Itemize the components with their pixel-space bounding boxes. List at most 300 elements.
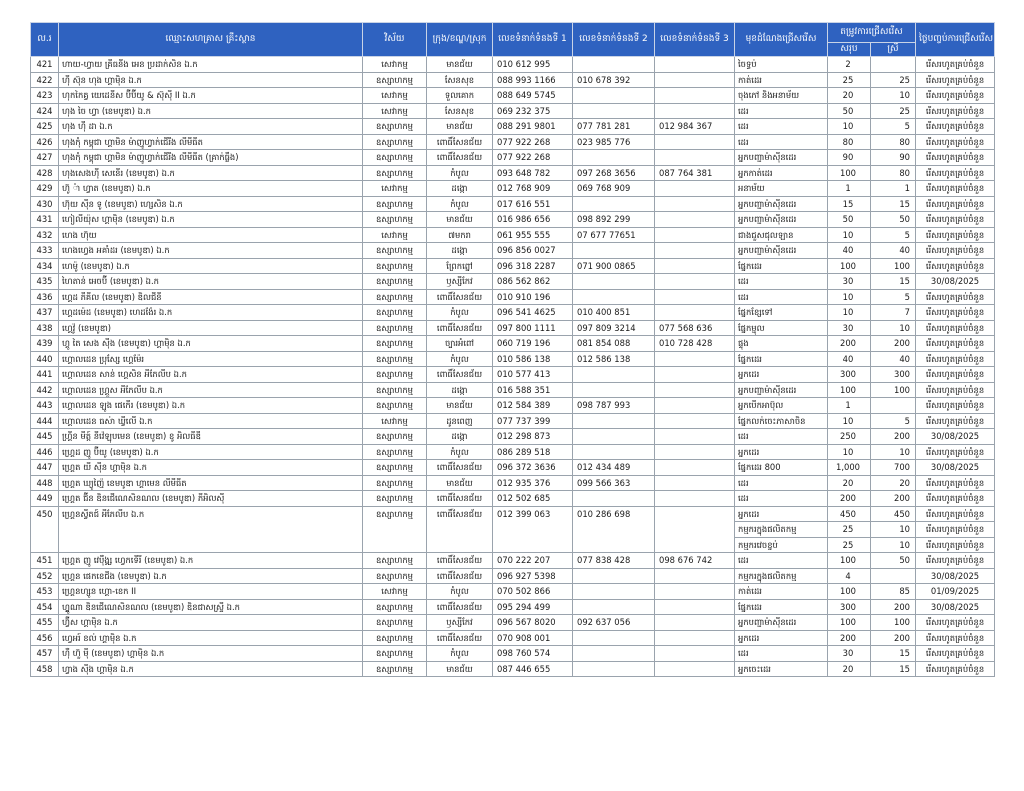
- cell-deadline: រើសរហូតគ្រប់ចំនួន: [916, 491, 995, 507]
- cell-company-name: ហ្គ្រេនហ្សូន ហ្គោ-ខេក II: [59, 584, 363, 600]
- cell-phone-3: [655, 72, 735, 88]
- cell-phone-1: 088 291 9801: [493, 119, 573, 135]
- cell-female-needed: 10: [871, 537, 916, 553]
- cell-position: ចុងភៅ និងអនាម័យ: [735, 88, 828, 104]
- cell-deadline: រើសរហូតគ្រប់ចំនួន: [916, 646, 995, 662]
- cell-phone-1: 012 399 063: [493, 506, 573, 553]
- cell-phone-3: [655, 506, 735, 553]
- table-row[interactable]: [31, 227, 995, 243]
- cell-district: សែនសុខ: [427, 103, 493, 119]
- cell-female-needed: 15: [871, 661, 916, 677]
- cell-district: មានជ័យ: [427, 475, 493, 491]
- cell-district: ពោធិ៍សែនជ័យ: [427, 553, 493, 569]
- cell-phone-3: [655, 243, 735, 259]
- cell-phone-2: 07 677 77651: [573, 227, 655, 243]
- cell-sector: ឧស្សាហកម្ម: [363, 150, 427, 166]
- cell-sector: ឧស្សាហកម្ម: [363, 258, 427, 274]
- table-row[interactable]: [31, 212, 995, 228]
- cell-total-needed: 10: [828, 227, 871, 243]
- cell-deadline: រើសរហូតគ្រប់ចំនួន: [916, 413, 995, 429]
- table-row[interactable]: [31, 584, 995, 600]
- cell-position: ដេរ: [735, 646, 828, 662]
- cell-sector: ឧស្សាហកម្ម: [363, 320, 427, 336]
- cell-deadline: រើសរហូតគ្រប់ចំនួន: [916, 258, 995, 274]
- cell-row-number: 448: [31, 475, 59, 491]
- cell-sector: ឧស្សាហកម្ម: [363, 553, 427, 569]
- cell-phone-1: 077 922 268: [493, 134, 573, 150]
- cell-position: ដេរ: [735, 119, 828, 135]
- header-need[interactable]: តម្រូវការជ្រើសរើស: [828, 23, 916, 43]
- cell-company-name: ហុង ចៃ ហ្វា (ខេមបូឌា) ឯ.ក: [59, 103, 363, 119]
- table-row[interactable]: [31, 134, 995, 150]
- cell-district: ពោធិ៍សែនជ័យ: [427, 491, 493, 507]
- cell-phone-1: 077 737 399: [493, 413, 573, 429]
- cell-female-needed: 1: [871, 181, 916, 197]
- cell-phone-2: 099 566 363: [573, 475, 655, 491]
- table-row[interactable]: [31, 506, 995, 522]
- cell-female-needed: 200: [871, 599, 916, 615]
- cell-deadline: រើសរហូតគ្រប់ចំនួន: [916, 382, 995, 398]
- cell-total-needed: 20: [828, 475, 871, 491]
- table-row[interactable]: [31, 181, 995, 197]
- header-phone3[interactable]: លេខទំនាក់ទំនងទី 3: [655, 23, 735, 57]
- cell-deadline: 30/08/2025: [916, 568, 995, 584]
- cell-phone-3: [655, 429, 735, 445]
- cell-company-name: ហ៊ូ ៉ា ហ្វាត (ខេមបូឌា) ឯ.ក: [59, 181, 363, 197]
- cell-total-needed: 30: [828, 274, 871, 290]
- cell-sector: ឧស្សាហកម្ម: [363, 289, 427, 305]
- cell-phone-2: 023 985 776: [573, 134, 655, 150]
- cell-row-number: 438: [31, 320, 59, 336]
- cell-phone-1: 088 993 1166: [493, 72, 573, 88]
- cell-row-number: 444: [31, 413, 59, 429]
- cell-district: កំបូល: [427, 584, 493, 600]
- cell-phone-3: [655, 181, 735, 197]
- cell-company-name: ហ្គ្រេន ផេកខេជីង (ខេមបូឌា) ឯ.ក: [59, 568, 363, 584]
- cell-sector: សេវាកម្ម: [363, 103, 427, 119]
- cell-district: ព្រែកព្នៅ: [427, 258, 493, 274]
- cell-row-number: 434: [31, 258, 59, 274]
- table-row[interactable]: [31, 320, 995, 336]
- cell-total-needed: 100: [828, 584, 871, 600]
- cell-sector: សេវាកម្ម: [363, 88, 427, 104]
- cell-company-name: ហ្គោលដេន សាន់ ហ្គេសិន អីភែលីប ឯ.ក: [59, 367, 363, 383]
- cell-female-needed: 50: [871, 553, 916, 569]
- cell-phone-2: [573, 491, 655, 507]
- cell-company-name: ហ្គូ តៃ សេង ស៊ីង (ខេមបូឌា) ហ្គាម៉ិន ឯ.ក: [59, 336, 363, 352]
- table-row[interactable]: [31, 274, 995, 290]
- cell-total-needed: 30: [828, 646, 871, 662]
- cell-sector: ឧស្សាហកម្ម: [363, 351, 427, 367]
- cell-company-name: ហ៊ី ស៊ុន ហុង ហ្គាម៉ិន ឯ.ក: [59, 72, 363, 88]
- table-row[interactable]: [31, 444, 995, 460]
- cell-row-number: 439: [31, 336, 59, 352]
- cell-company-name: ហុកកៃគ្វ យេដេនីស ប៊ីប៊ីយូ & ស៊ុស៊ី II ឯ.ក: [59, 88, 363, 104]
- table-row[interactable]: [31, 150, 995, 166]
- cell-sector: ឧស្សាហកម្ម: [363, 336, 427, 352]
- cell-position: ដេរ: [735, 553, 828, 569]
- cell-position: អ្នកបញ្ជាម៉ាស៊ីនដេរ: [735, 196, 828, 212]
- cell-position: ផ្ទុង: [735, 336, 828, 352]
- table-row[interactable]: [31, 289, 995, 305]
- cell-row-number: 449: [31, 491, 59, 507]
- cell-position: ដេរ: [735, 134, 828, 150]
- cell-position: កាត់ដេរ: [735, 72, 828, 88]
- table-row[interactable]: [31, 367, 995, 383]
- cell-row-number: 428: [31, 165, 59, 181]
- cell-sector: ឧស្សាហកម្ម: [363, 305, 427, 321]
- cell-position: ផ្នែកលក់ចេះភាសាចិន: [735, 413, 828, 429]
- cell-district: មានជ័យ: [427, 119, 493, 135]
- cell-row-number: 452: [31, 568, 59, 584]
- cell-total-needed: 10: [828, 444, 871, 460]
- cell-female-needed: 40: [871, 351, 916, 367]
- cell-phone-3: [655, 382, 735, 398]
- cell-position: ផ្នែកដេរ: [735, 599, 828, 615]
- cell-row-number: 422: [31, 72, 59, 88]
- cell-phone-2: 081 854 088: [573, 336, 655, 352]
- table-row[interactable]: [31, 165, 995, 181]
- cell-row-number: 433: [31, 243, 59, 259]
- table-row[interactable]: [31, 398, 995, 414]
- cell-row-number: 424: [31, 103, 59, 119]
- cell-district: ពោធិ៍សែនជ័យ: [427, 320, 493, 336]
- cell-phone-1: 016 588 351: [493, 382, 573, 398]
- table-row[interactable]: [31, 305, 995, 321]
- table-row[interactable]: [31, 196, 995, 212]
- table-row[interactable]: [31, 351, 995, 367]
- cell-sector: ឧស្សាហកម្ម: [363, 599, 427, 615]
- cell-position: អ្នកដេរ: [735, 444, 828, 460]
- table-row[interactable]: [31, 568, 995, 584]
- cell-company-name: ហ្វ៊ីស ហ្គាម៉ិន ឯ.ក: [59, 615, 363, 631]
- cell-female-needed: 100: [871, 382, 916, 398]
- cell-phone-1: 070 908 001: [493, 630, 573, 646]
- cell-phone-2: 012 586 138: [573, 351, 655, 367]
- cell-phone-3: [655, 103, 735, 119]
- table-row[interactable]: [31, 57, 995, 73]
- table-row[interactable]: [31, 460, 995, 476]
- cell-deadline: រើសរហូតគ្រប់ចំនួន: [916, 134, 995, 150]
- cell-company-name: ហ្គ្រីន មីត្ត៍ នីវ៉េឡុបមេន (ខេមបូឌា) ខូ អិលធីឌី: [59, 429, 363, 445]
- cell-phone-3: [655, 258, 735, 274]
- cell-phone-2: 077 781 281: [573, 119, 655, 135]
- cell-phone-3: [655, 584, 735, 600]
- cell-row-number: 455: [31, 615, 59, 631]
- cell-phone-3: [655, 413, 735, 429]
- cell-row-number: 447: [31, 460, 59, 476]
- cell-district: ពោធិ៍សែនជ័យ: [427, 506, 493, 553]
- cell-deadline: រើសរហូតគ្រប់ចំនួន: [916, 320, 995, 336]
- cell-position: អ្នកដេរ: [735, 506, 828, 522]
- cell-phone-2: 012 434 489: [573, 460, 655, 476]
- table-row[interactable]: [31, 429, 995, 445]
- table-row[interactable]: [31, 243, 995, 259]
- cell-phone-1: 098 760 574: [493, 646, 573, 662]
- cell-phone-3: 077 568 636: [655, 320, 735, 336]
- cell-female-needed: 10: [871, 444, 916, 460]
- cell-deadline: រើសរហូតគ្រប់ចំនួន: [916, 165, 995, 181]
- cell-company-name: ហៃតាន់ អេចប៊ី (ខេមបូឌា) ឯ.ក: [59, 274, 363, 290]
- cell-female-needed: 90: [871, 150, 916, 166]
- table-row[interactable]: [31, 382, 995, 398]
- cell-district: ពោធិ៍សែនជ័យ: [427, 367, 493, 383]
- cell-total-needed: 1,000: [828, 460, 871, 476]
- cell-position: អ្នកកាត់ដេរ: [735, 165, 828, 181]
- cell-female-needed: 100: [871, 258, 916, 274]
- cell-phone-3: [655, 568, 735, 584]
- cell-phone-1: 086 289 518: [493, 444, 573, 460]
- cell-phone-2: [573, 444, 655, 460]
- cell-phone-1: 097 800 1111: [493, 320, 573, 336]
- job-listing-table: [30, 22, 995, 677]
- cell-total-needed: 25: [828, 72, 871, 88]
- cell-phone-2: [573, 150, 655, 166]
- cell-phone-2: [573, 289, 655, 305]
- cell-deadline: រើសរហូតគ្រប់ចំនួន: [916, 181, 995, 197]
- cell-phone-1: 087 446 655: [493, 661, 573, 677]
- cell-position: ផ្នែកម្ជុល: [735, 320, 828, 336]
- header-female[interactable]: ស្រី: [871, 43, 916, 57]
- cell-row-number: 451: [31, 553, 59, 569]
- cell-phone-3: [655, 305, 735, 321]
- table-row[interactable]: [31, 119, 995, 135]
- cell-phone-3: [655, 444, 735, 460]
- cell-district: កំបូល: [427, 646, 493, 662]
- cell-company-name: ហុងសេងហ៊ី សេនើរ (ខេមបូឌា) ឯ.ក: [59, 165, 363, 181]
- cell-phone-1: 070 502 866: [493, 584, 573, 600]
- cell-row-number: 441: [31, 367, 59, 383]
- cell-total-needed: 4: [828, 568, 871, 584]
- cell-total-needed: 200: [828, 336, 871, 352]
- cell-company-name: ហ្គេដ ភីគីល (ខេមបូឌា) ឌិលជីនី: [59, 289, 363, 305]
- cell-phone-2: [573, 57, 655, 73]
- table-row[interactable]: [31, 599, 995, 615]
- cell-sector: ឧស្សាហកម្ម: [363, 165, 427, 181]
- cell-position: ដេរ: [735, 274, 828, 290]
- cell-row-number: 457: [31, 646, 59, 662]
- cell-phone-3: 098 676 742: [655, 553, 735, 569]
- cell-position: កាត់ដេរ: [735, 584, 828, 600]
- header-sector[interactable]: វិស័យ: [363, 23, 427, 57]
- table-row[interactable]: [31, 88, 995, 104]
- cell-deadline: រើសរហូតគ្រប់ចំនួន: [916, 398, 995, 414]
- cell-district: ពោធិ៍សែនជ័យ: [427, 568, 493, 584]
- cell-row-number: 456: [31, 630, 59, 646]
- cell-district: ពោធិ៍សែនជ័យ: [427, 150, 493, 166]
- cell-phone-1: 096 541 4625: [493, 305, 573, 321]
- cell-total-needed: 200: [828, 630, 871, 646]
- cell-district: ដង្កោ: [427, 429, 493, 445]
- table-row[interactable]: [31, 336, 995, 352]
- cell-female-needed: 10: [871, 88, 916, 104]
- table-row[interactable]: [31, 475, 995, 491]
- cell-total-needed: 10: [828, 413, 871, 429]
- cell-company-name: ហ្គ្លូណា ឌិនជើណេសិនណល (ខេមបូឌា) ឌិនជាសស្ទ្រី ឯ.ក: [59, 599, 363, 615]
- cell-total-needed: 25: [828, 522, 871, 538]
- cell-deadline: រើសរហូតគ្រប់ចំនួន: [916, 212, 995, 228]
- cell-female-needed: 200: [871, 429, 916, 445]
- cell-row-number: 421: [31, 57, 59, 73]
- cell-phone-2: [573, 630, 655, 646]
- cell-phone-1: 061 955 555: [493, 227, 573, 243]
- cell-deadline: រើសរហូតគ្រប់ចំនួន: [916, 243, 995, 259]
- cell-company-name: ហ៊ឺ ហ៊ួ ម៉ី (ខេមបូឌា) ហ្គាម៉ិន ឯ.ក: [59, 646, 363, 662]
- cell-female-needed: 5: [871, 119, 916, 135]
- cell-position: ដេរ: [735, 289, 828, 305]
- cell-phone-1: 088 649 5745: [493, 88, 573, 104]
- cell-district: ដង្កោ: [427, 243, 493, 259]
- cell-phone-1: 096 567 8020: [493, 615, 573, 631]
- cell-company-name: ហុង ហ៊ី ដា ឯ.ក: [59, 119, 363, 135]
- cell-deadline: 30/08/2025: [916, 460, 995, 476]
- table-row[interactable]: [31, 413, 995, 429]
- cell-phone-2: 077 838 428: [573, 553, 655, 569]
- cell-phone-3: 087 764 381: [655, 165, 735, 181]
- cell-phone-1: 012 935 376: [493, 475, 573, 491]
- cell-row-number: 427: [31, 150, 59, 166]
- cell-phone-3: [655, 227, 735, 243]
- cell-district: ឫស្សីកែវ: [427, 274, 493, 290]
- cell-position: ដេរ: [735, 103, 828, 119]
- cell-female-needed: 10: [871, 522, 916, 538]
- header-province[interactable]: ក្រុង/ខណ្ឌ/ស្រុក: [427, 23, 493, 57]
- table-row[interactable]: [31, 630, 995, 646]
- cell-female-needed: 15: [871, 196, 916, 212]
- cell-row-number: 432: [31, 227, 59, 243]
- cell-total-needed: 50: [828, 212, 871, 228]
- cell-female-needed: 200: [871, 336, 916, 352]
- cell-district: ពោធិ៍សែនជ័យ: [427, 630, 493, 646]
- cell-company-name: ហ្គេវ៉ូ (ខេមបូឌា): [59, 320, 363, 336]
- cell-total-needed: 30: [828, 320, 871, 336]
- cell-district: ដូនពេញ: [427, 413, 493, 429]
- cell-total-needed: 20: [828, 661, 871, 677]
- cell-female-needed: 50: [871, 212, 916, 228]
- cell-position: ផ្នែកដេរ: [735, 258, 828, 274]
- cell-total-needed: 40: [828, 243, 871, 259]
- table-row[interactable]: [31, 72, 995, 88]
- cell-position: ផ្នែកខ្សែទៅ: [735, 305, 828, 321]
- cell-female-needed: 25: [871, 103, 916, 119]
- table-row[interactable]: [31, 553, 995, 569]
- cell-female-needed: 15: [871, 274, 916, 290]
- header-total[interactable]: សរុប: [828, 43, 871, 57]
- cell-position: ផ្នែកដេរ: [735, 351, 828, 367]
- cell-phone-2: 010 286 698: [573, 506, 655, 553]
- cell-phone-3: [655, 134, 735, 150]
- cell-phone-3: [655, 367, 735, 383]
- cell-phone-3: [655, 57, 735, 73]
- cell-phone-2: 010 678 392: [573, 72, 655, 88]
- cell-phone-3: [655, 491, 735, 507]
- header-position[interactable]: មុខដំណែងជ្រើសរើស: [735, 23, 828, 57]
- cell-phone-2: [573, 599, 655, 615]
- table-row[interactable]: [31, 491, 995, 507]
- cell-phone-1: 016 986 656: [493, 212, 573, 228]
- cell-district: ដង្កោ: [427, 181, 493, 197]
- cell-phone-2: [573, 646, 655, 662]
- header-name[interactable]: ឈ្មោះសហគ្រាស គ្រឹះស្ថាន: [59, 23, 363, 57]
- cell-phone-3: [655, 196, 735, 212]
- cell-deadline: រើសរហូតគ្រប់ចំនួន: [916, 305, 995, 321]
- table-row[interactable]: [31, 661, 995, 677]
- cell-total-needed: 250: [828, 429, 871, 445]
- cell-phone-2: 097 809 3214: [573, 320, 655, 336]
- cell-sector: ឧស្សាហកម្ម: [363, 274, 427, 290]
- cell-phone-3: [655, 351, 735, 367]
- cell-company-name: ហ្គោលដេន ឡូង ផេកើរ (ខេមបូឌា) ឯ.ក: [59, 398, 363, 414]
- cell-row-number: 425: [31, 119, 59, 135]
- cell-phone-3: [655, 289, 735, 305]
- cell-phone-1: 096 318 2287: [493, 258, 573, 274]
- cell-sector: ឧស្សាហកម្ម: [363, 429, 427, 445]
- cell-phone-2: [573, 568, 655, 584]
- cell-phone-1: 012 502 685: [493, 491, 573, 507]
- table-row[interactable]: [31, 258, 995, 274]
- cell-company-name: ហ្គ្រេត ឃ្យូញ៉ៃ ខេមបូឌា ហ្គាមេន លីមីធីត: [59, 475, 363, 491]
- cell-sector: ឧស្សាហកម្ម: [363, 196, 427, 212]
- cell-female-needed: 80: [871, 134, 916, 150]
- cell-sector: ឧស្សាហកម្ម: [363, 661, 427, 677]
- cell-row-number: 445: [31, 429, 59, 445]
- cell-female-needed: 85: [871, 584, 916, 600]
- cell-phone-2: 010 400 851: [573, 305, 655, 321]
- cell-sector: ឧស្សាហកម្ម: [363, 491, 427, 507]
- cell-total-needed: 100: [828, 258, 871, 274]
- cell-total-needed: 15: [828, 196, 871, 212]
- cell-phone-2: [573, 429, 655, 445]
- cell-total-needed: 10: [828, 305, 871, 321]
- cell-company-name: ហ្គ្រេដ ញូ ប៊ីយូ (ខេមបូឌា) ឯ.ក: [59, 444, 363, 460]
- header-deadline[interactable]: ថ្ងៃបញ្ចប់ការជ្រើសរើស: [916, 23, 995, 57]
- cell-deadline: រើសរហូតគ្រប់ចំនួន: [916, 103, 995, 119]
- cell-deadline: រើសរហូតគ្រប់ចំនួន: [916, 72, 995, 88]
- cell-female-needed: 7: [871, 305, 916, 321]
- cell-sector: ឧស្សាហកម្ម: [363, 630, 427, 646]
- cell-female-needed: 40: [871, 243, 916, 259]
- cell-position: ជាងជួសជុលឡាន: [735, 227, 828, 243]
- table-row[interactable]: [31, 103, 995, 119]
- cell-deadline: រើសរហូតគ្រប់ចំនួន: [916, 227, 995, 243]
- cell-deadline: រើសរហូតគ្រប់ចំនួន: [916, 475, 995, 491]
- cell-deadline: រើសរហូតគ្រប់ចំនួន: [916, 522, 995, 538]
- table-row[interactable]: [31, 615, 995, 631]
- cell-total-needed: 90: [828, 150, 871, 166]
- cell-deadline: រើសរហូតគ្រប់ចំនួន: [916, 119, 995, 135]
- cell-female-needed: 200: [871, 630, 916, 646]
- cell-total-needed: 10: [828, 119, 871, 135]
- cell-deadline: 30/08/2025: [916, 274, 995, 290]
- table-row[interactable]: [31, 646, 995, 662]
- cell-total-needed: 200: [828, 491, 871, 507]
- cell-company-name: ហ្គោលដេន ប្រុស្សែ ហ្គេម៉ែរ: [59, 351, 363, 367]
- cell-female-needed: 5: [871, 289, 916, 305]
- cell-female-needed: 25: [871, 72, 916, 88]
- cell-district: ដង្កោ: [427, 382, 493, 398]
- header-phone1[interactable]: លេខទំនាក់ទំនងទី 1: [493, 23, 573, 57]
- cell-row-number: 423: [31, 88, 59, 104]
- cell-row-number: 450: [31, 506, 59, 553]
- cell-total-needed: 10: [828, 289, 871, 305]
- cell-district: ពោធិ៍សែនជ័យ: [427, 289, 493, 305]
- cell-phone-1: 095 294 499: [493, 599, 573, 615]
- cell-district: មានជ័យ: [427, 661, 493, 677]
- cell-phone-2: [573, 367, 655, 383]
- header-phone2[interactable]: លេខទំនាក់ទំនងទី 2: [573, 23, 655, 57]
- cell-position: អ្នកដេរ: [735, 630, 828, 646]
- header-no[interactable]: ល.រ: [31, 23, 59, 57]
